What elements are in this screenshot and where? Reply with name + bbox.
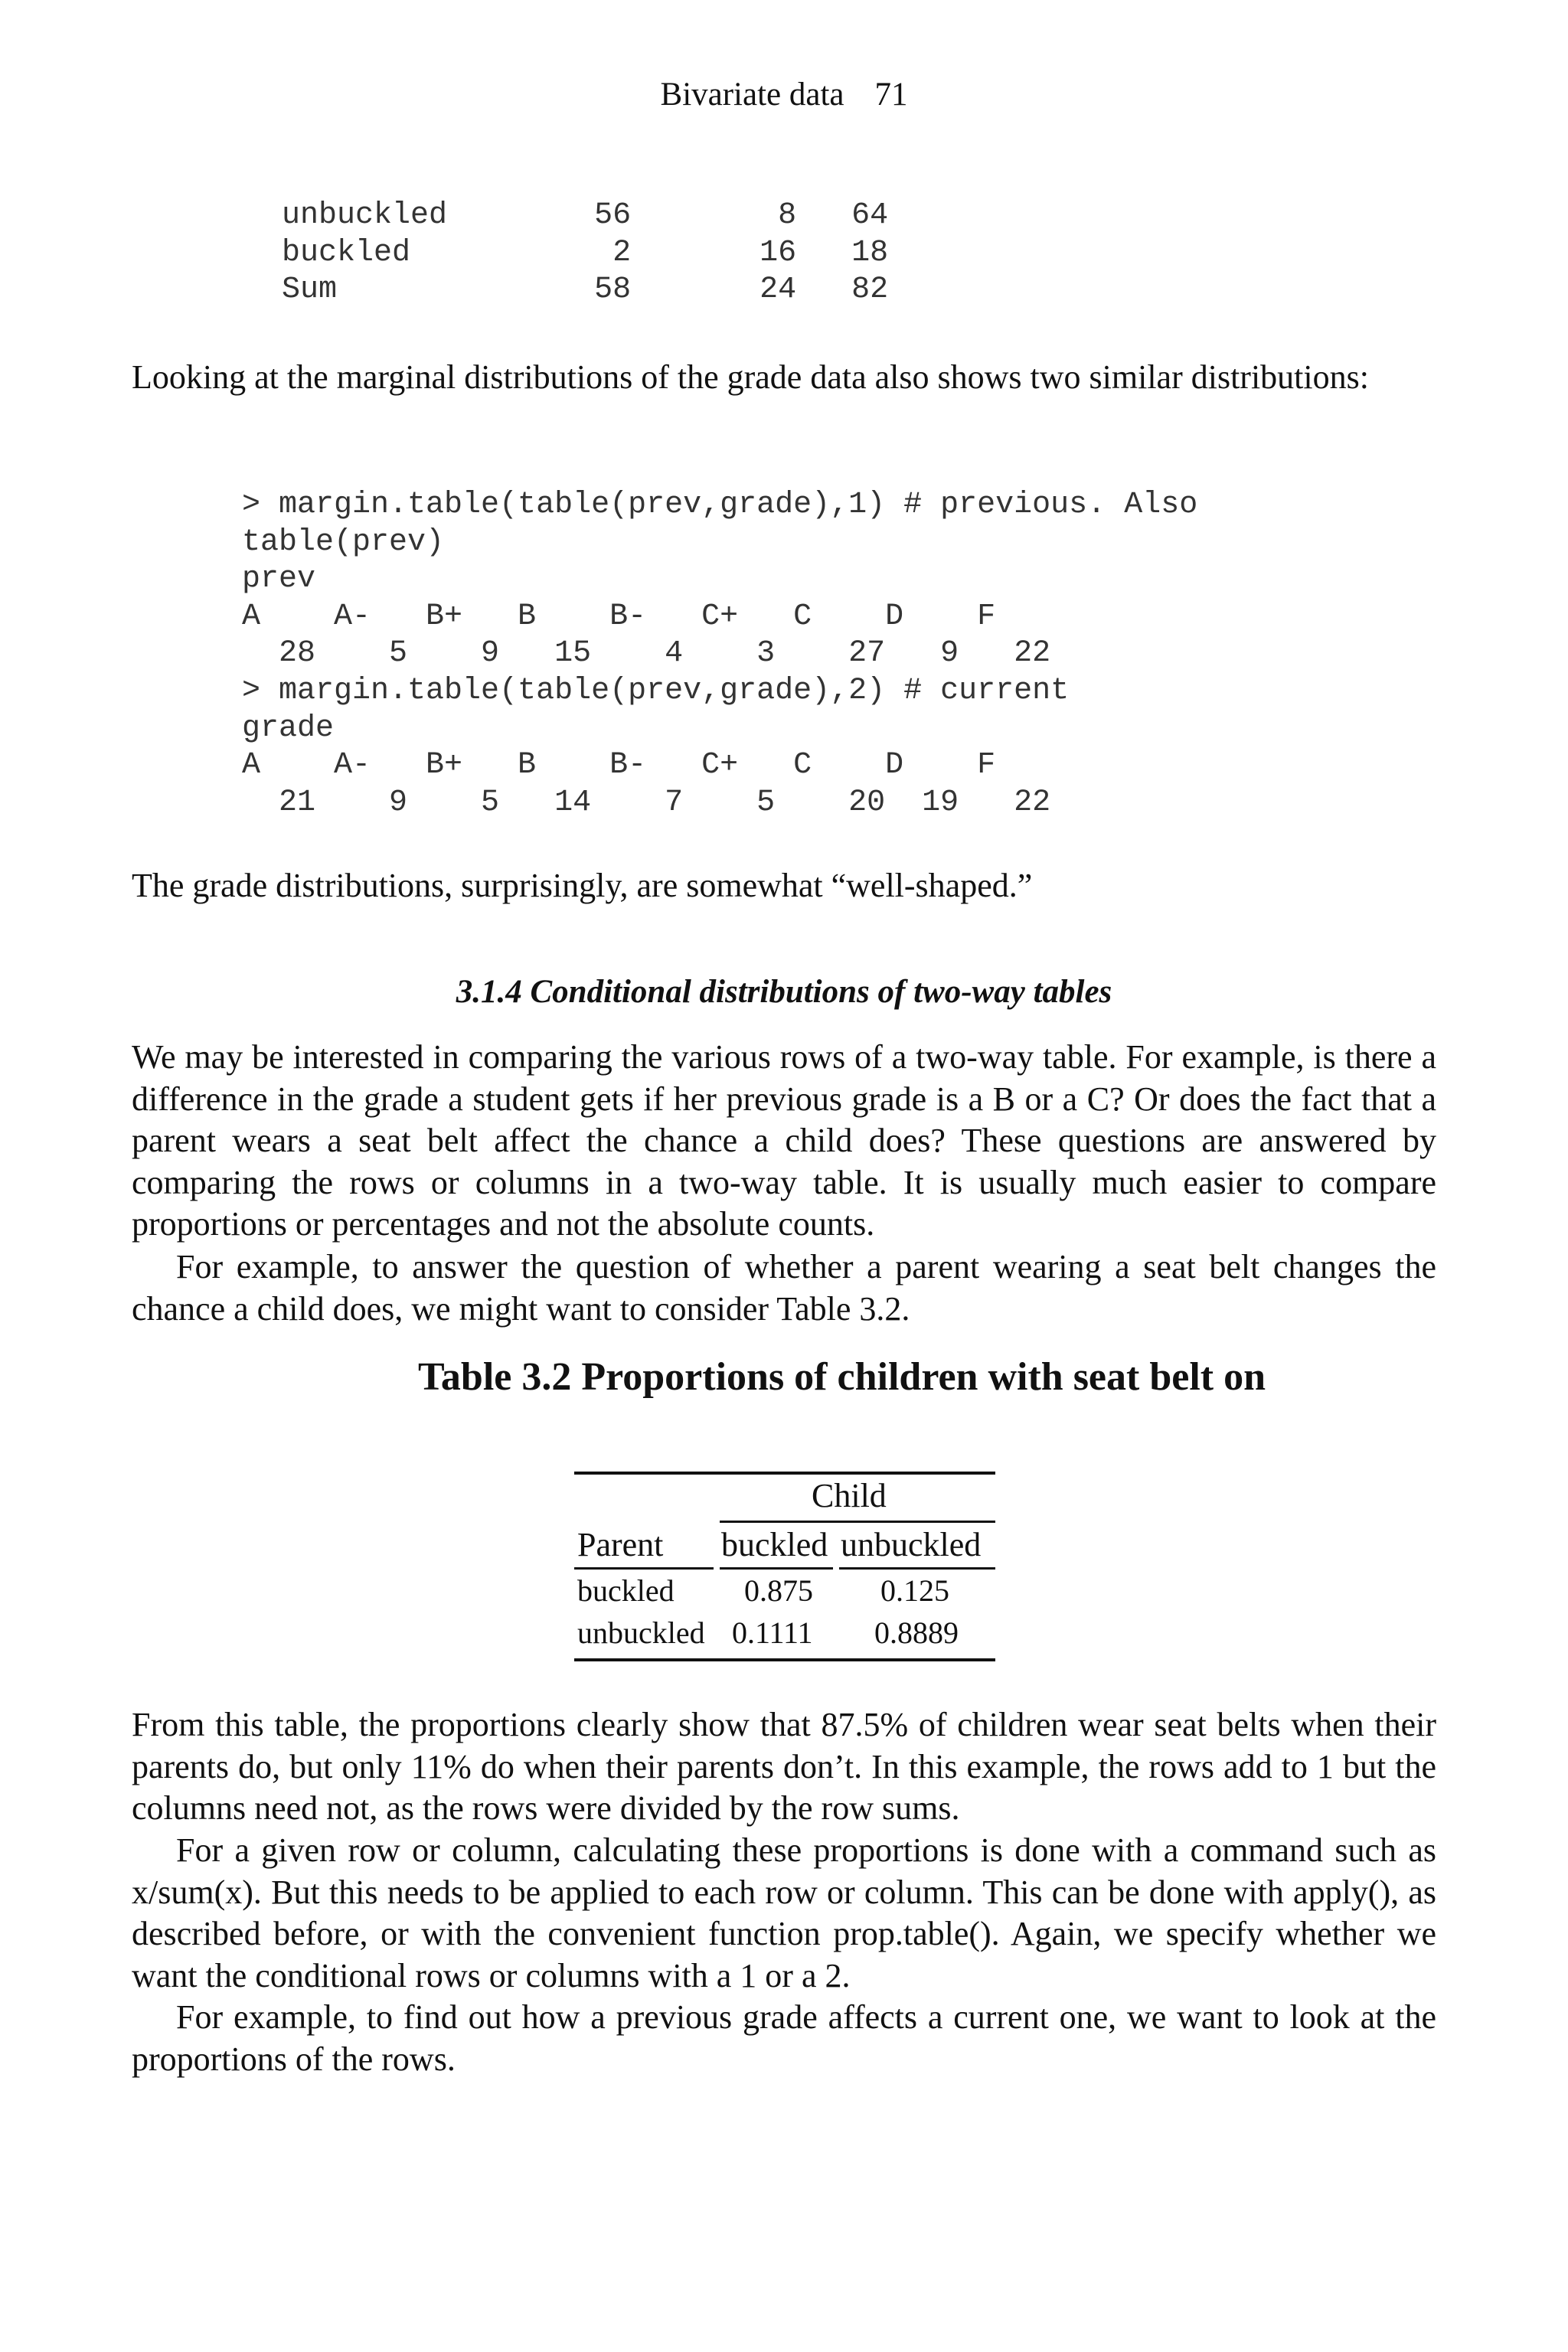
header-rule	[839, 1567, 995, 1570]
table-bottom-rule	[574, 1658, 995, 1661]
paragraph-conditional-intro: We may be interested in comparing the various rows of a two-way table. For example, is there a difference in the grade a student gets if her previous grade is a B or a C? Or does the fact that a parent wears a seat belt affect the chance a child does? These questions are answered by comparing the rows or columns in a two-way table. It is usually much easier to compare proportions or percentages and not the absolute counts.	[132, 1038, 1436, 1243]
section-heading: 3.1.4 Conditional distributions of two-way tables	[456, 974, 1112, 1010]
code-line: > margin.table(table(prev,grade),1) # previous. Also	[242, 488, 1198, 522]
paragraph-previous-grade: For example, to find out how a previous grade affects a current one, we want to look at the proportions of the rows.	[132, 1998, 1436, 2078]
code-line: unbuckled 56 8 64	[282, 198, 889, 233]
table-spanner-header: Child	[812, 1477, 887, 1514]
table-cell: 0.8889	[874, 1615, 959, 1650]
code-line: table(prev)	[242, 524, 445, 560]
table-cell: 0.875	[744, 1573, 813, 1608]
spanner-rule	[720, 1521, 995, 1523]
code-block-seatbelt-counts	[282, 198, 888, 309]
paragraph-well-shaped: The grade distributions, surprisingly, are somewhat “well-shaped.”	[132, 867, 1033, 904]
paragraph-prop-table: For a given row or column, calculating these proportions is done with a command such as x/sum(x). But this needs to be applied to each row or column. This can be done with apply(), as described before, or with the convenient function prop.table(). Again, we specify whether we want the conditional rows or columns with a 1 or a 2.	[132, 1831, 1436, 1994]
table-row-label: buckled	[577, 1573, 675, 1608]
page-number: 71	[874, 77, 908, 113]
code-line: 28 5 9 15 4 3 27 9 22	[242, 636, 1051, 671]
table-row-label: unbuckled	[577, 1615, 705, 1650]
table-col-header: buckled	[721, 1526, 828, 1563]
table-col-header: unbuckled	[841, 1526, 982, 1563]
code-line: A A- B+ B B- C+ C D F	[242, 748, 996, 783]
seat-belt-proportions-table	[574, 1472, 995, 1663]
code-line: grade	[242, 710, 335, 746]
paragraph-proportions-result: From this table, the proportions clearly show that 87.5% of children wear seat belts when their parents do, but only 11% do when their parents don’t. In this example, the rows add to 1 but the columns need not, as the rows were divided by the row sums.	[132, 1706, 1436, 1828]
code-line: A A- B+ B B- C+ C D F	[242, 599, 996, 634]
table-top-rule	[574, 1472, 995, 1475]
table-row-header: Parent	[577, 1526, 664, 1563]
table-cell: 0.125	[880, 1573, 949, 1608]
code-line: prev	[242, 562, 316, 597]
table-caption: Table 3.2 Proportions of children with seat belt on	[418, 1355, 1266, 1399]
code-line: Sum 58 24 82	[282, 273, 889, 308]
running-head	[0, 74, 1568, 116]
table-cell: 0.1111	[732, 1615, 813, 1650]
code-line: 21 9 5 14 7 5 20 19 22	[242, 785, 1051, 820]
code-block-margin-table	[242, 487, 1197, 822]
code-line: buckled 2 16 18	[282, 235, 889, 270]
header-rule	[720, 1567, 833, 1570]
code-line: > margin.table(table(prev,grade),2) # current	[242, 673, 1070, 708]
paragraph-table-reference: For example, to answer the question of whether a parent wearing a seat belt changes the chance a child does, we might want to consider Table 3.2.	[132, 1248, 1436, 1328]
header-rule	[574, 1567, 714, 1570]
paragraph-marginal-intro: Looking at the marginal distributions of the grade data also shows two similar distributions:	[132, 358, 1369, 396]
running-title: Bivariate data	[660, 77, 844, 113]
